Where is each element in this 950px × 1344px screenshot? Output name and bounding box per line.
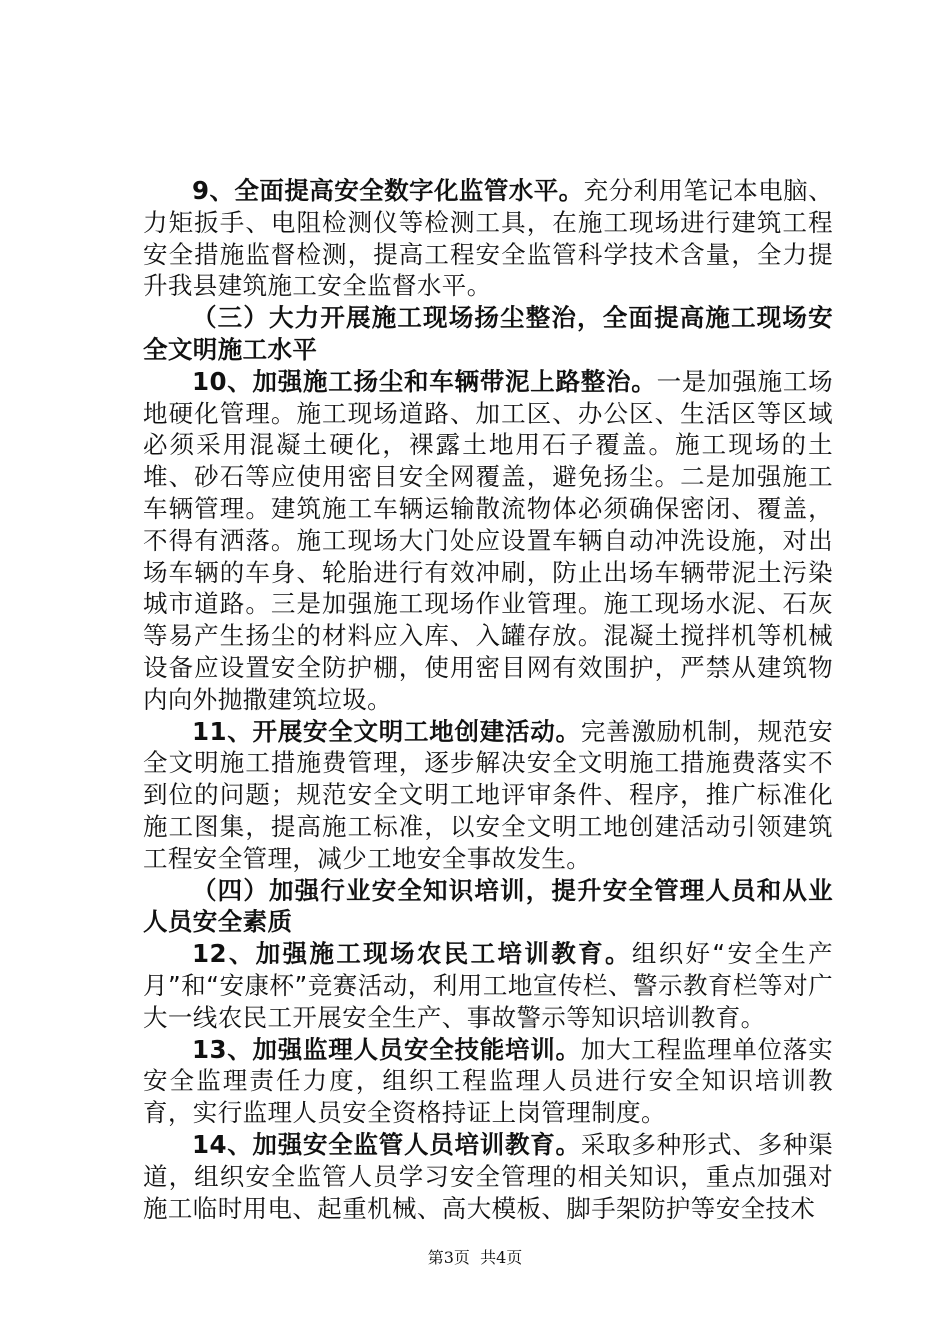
paragraph-10-lead: 10、加强施工扬尘和车辆带泥上路整治。	[192, 366, 657, 396]
section-heading-3: （三）大力开展施工现场扬尘整治，全面提高施工现场安全文明施工水平	[143, 303, 833, 364]
paragraph-13	[143, 1034, 833, 1129]
paragraph-10-text: 一是加强施工场地硬化管理。施工现场道路、加工区、办公区、生活区等区域必须采用混凝土硬化，裸露土地用石子覆盖。施工现场的土堆、砂石等应使用密目安全网覆盖，避免扬尘。二是加强施工车辆管理。建筑施工车辆运输散流物体必须确保密闭、覆盖，不得有洒落。施工现场大门处应设置车辆自动冲洗设施，对出场车辆的车身、轮胎进行有效冲刷，防止出场车辆带泥土污染城市道路。三是加强施工现场作业管理。施工现场水泥、石灰等易产生扬尘的材料应入库、入罐存放。混凝土搅拌机等机械设备应设置安全防护棚，使用密目网有效围护，严禁从建筑物内向外抛撒建筑垃圾。	[143, 366, 833, 714]
paragraph-11-text: 完善激励机制，规范安全文明施工措施费管理，逐步解决安全文明施工措施费落实不到位的问题；规范安全文明工地评审条件、程序，推广标准化施工图集，提高施工标准，以安全文明工地创建活动引领建筑工程安全管理，减少工地安全事故发生。	[143, 716, 833, 873]
paragraph-12-text: 组织好“安全生产月”和“安康杯”竞赛活动，利用工地宣传栏、警示教育栏等对广大一线农民工开展安全生产、事故警示等知识培训教育。	[143, 939, 833, 1032]
paragraph-13-text: 加大工程监理单位落实安全监理责任力度，组织工程监理人员进行安全知识培训教育，实行监理人员安全资格持证上岗管理制度。	[143, 1034, 833, 1128]
paragraph-9	[143, 175, 833, 302]
paragraph-14-text: 采取多种形式、多种渠道，组织安全监管人员学习安全管理的相关知识，重点加强对施工临时用电、起重机械、高大模板、脚手架防护等安全技术	[143, 1129, 833, 1223]
document-body	[143, 175, 833, 1224]
paragraph-12	[143, 938, 833, 1033]
paragraph-13-lead: 13、加强监理人员安全技能培训。	[192, 1034, 581, 1064]
paragraph-9-lead: 9、全面提高安全数字化监管水平。	[192, 176, 584, 205]
paragraph-11-lead: 11、开展安全文明工地创建活动。	[192, 716, 581, 746]
page-footer	[0, 1245, 950, 1268]
paragraph-12-lead: 12、加强施工现场农民工培训教育。	[192, 939, 632, 969]
paragraph-11	[143, 716, 833, 875]
paragraph-14-lead: 14、加强安全监管人员培训教育。	[192, 1129, 581, 1159]
section-heading-4: （四）加强行业安全知识培训，提升安全管理人员和从业人员安全素质	[143, 875, 833, 937]
paragraph-10	[143, 366, 833, 716]
paragraph-9-text: 充分利用笔记本电脑、力矩扳手、电阻检测仪等检测工具，在施工现场进行建筑工程安全措施监督检测，提高工程安全监管科学技术含量，全力提升我县建筑施工安全监督水平。	[143, 176, 834, 301]
page-number-label: 第3页 共4页	[427, 1248, 523, 1267]
paragraph-14	[143, 1129, 833, 1224]
